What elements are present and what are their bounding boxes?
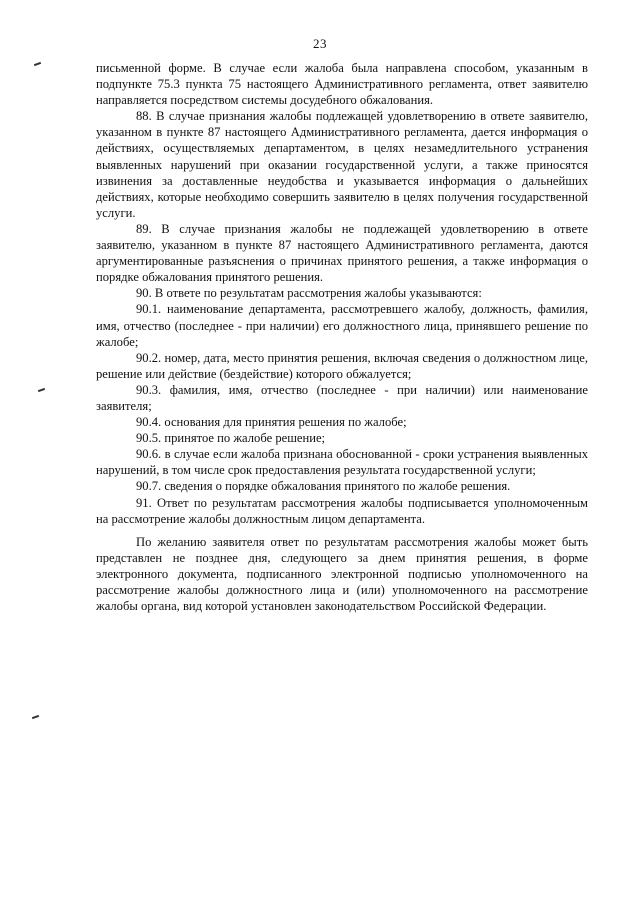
scan-mark — [32, 715, 39, 719]
paragraph-gap — [96, 527, 588, 534]
paragraph-90: 90. В ответе по результатам рассмотрения жалобы указываются: — [136, 286, 482, 301]
scan-mark — [34, 62, 41, 66]
scan-mark — [38, 388, 45, 392]
paragraph-90-3: 90.3. фамилия, имя, отчество (последнее - при наличии) или наименование заявителя; — [96, 382, 588, 413]
document-body — [96, 60, 588, 614]
paragraph-90-1: 90.1. наименование департамента, рассмотревшего жалобу, должность, фамилия, имя, отчество (последнее - при наличии) его должностного лица, принявшего решение по жалобе; — [96, 302, 588, 349]
paragraph-91: 91. Ответ по результатам рассмотрения жалобы подписывается уполномоченным на рассмотрение жалобы должностным лицом департамента. — [96, 495, 588, 526]
paragraph-89: 89. В случае признания жалобы не подлежащей удовлетворению в ответе заявителю, указанном в пункте 87 настоящего Административного регламента, даются аргументированные разъяснения о причинах принятого решения, а также информация о порядке обжалования принятого решения. — [96, 221, 588, 285]
paragraph-90-2: 90.2. номер, дата, место принятия решения, включая сведения о должностном лице, решение или действие (бездействие) которого обжалуется; — [96, 350, 588, 381]
paragraph-91-electronic-response: По желанию заявителя ответ по результатам рассмотрения жалобы может быть представлен не позднее дня, следующего за днем принятия решения, в форме электронного документа, подписанного электронной подписью уполномоченного на рассмотрение жалобы должностного лица и (или) уполномоченного на рассмотрение жалобы органа, вид которой установлен законодательством Российской Федерации. — [96, 534, 588, 614]
paragraph-88: 88. В случае признания жалобы подлежащей удовлетворению в ответе заявителю, указанном в пункте 87 настоящего Административного регламента, дается информация о действиях, осуществляемых департаментом, в целях незамедлительного устранения выявленных нарушений при оказании государственной услуги, а также приносятся извинения за доставленные неудобства и указывается информация о дальнейших действиях, которые необходимо совершить заявителю в целях получения государственной услуги. — [96, 109, 588, 220]
paragraph-90-7: 90.7. сведения о порядке обжалования принятого по жалобе решения. — [136, 479, 511, 494]
paragraph-90-6: 90.6. в случае если жалоба признана обоснованной - сроки устранения выявленных нарушений, в том числе срок предоставления результата государственной услуги; — [96, 447, 588, 478]
page-number: 23 — [313, 36, 327, 51]
paragraph-90-4: 90.4. основания для принятия решения по жалобе; — [136, 415, 407, 430]
paragraph-90-5: 90.5. принятое по жалобе решение; — [136, 431, 326, 446]
paragraph-87-continuation: письменной форме. В случае если жалоба была направлена способом, указанным в подпункте 75.3 пункта 75 настоящего Административного регламента, ответ заявителю направляется посредством системы досудебного обжалования. — [96, 61, 588, 108]
